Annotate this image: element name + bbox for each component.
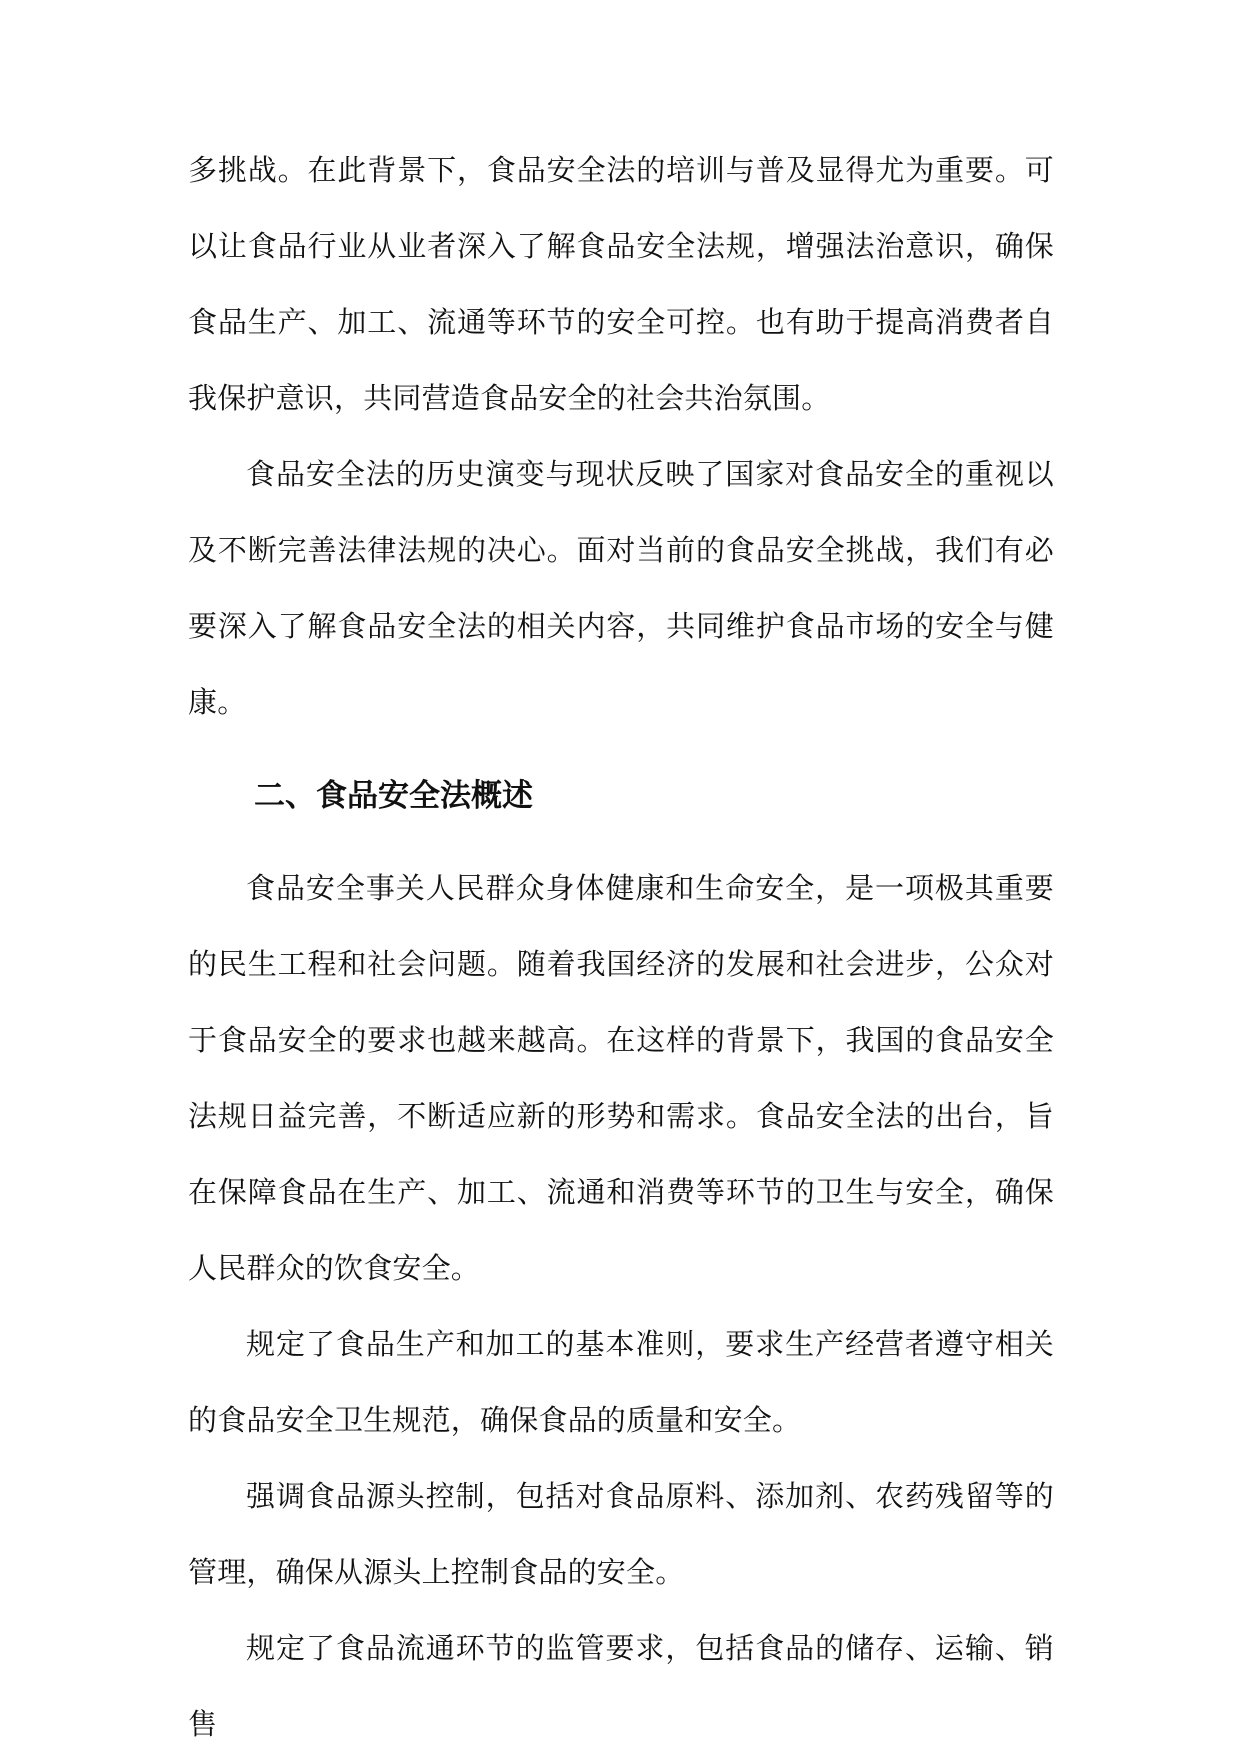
paragraph-continued: 多挑战。在此背景下，食品安全法的培训与普及显得尤为重要。可以让食品行业从业者深入了解食品安全法规，增强法治意识，确保食品生产、加工、流通等环节的安全可控。也有助于提高消费者自我保护意识，共同营造食品安全的社会共治氛围。 (188, 153, 1054, 415)
paragraph: 食品安全事关人民群众身体健康和生命安全，是一项极其重要的民生工程和社会问题。随着我国经济的发展和社会进步，公众对于食品安全的要求也越来越高。在这样的背景下，我国的食品安全法规日益完善，不断适应新的形势和需求。食品安全法的出台，旨在保障食品在生产、加工、流通和消费等环节的卫生与安全，确保人民群众的饮食安全。 (188, 871, 1054, 1285)
section-heading: 二、食品安全法概述 (254, 778, 533, 814)
paragraph: 规定了食品生产和加工的基本准则，要求生产经营者遵守相关的食品安全卫生规范，确保食品的质量和安全。 (188, 1327, 1054, 1437)
paragraph: 食品安全法的历史演变与现状反映了国家对食品安全的重视以及不断完善法律法规的决心。面对当前的食品安全挑战，我们有必要深入了解食品安全法的相关内容，共同维护食品市场的安全与健康。 (188, 457, 1054, 719)
paragraph: 强调食品源头控制，包括对食品原料、添加剂、农药残留等的管理，确保从源头上控制食品的安全。 (188, 1479, 1054, 1589)
document-body (188, 132, 1054, 1762)
paragraph-truncated: 规定了食品流通环节的监管要求，包括食品的储存、运输、销售 (188, 1631, 1054, 1741)
